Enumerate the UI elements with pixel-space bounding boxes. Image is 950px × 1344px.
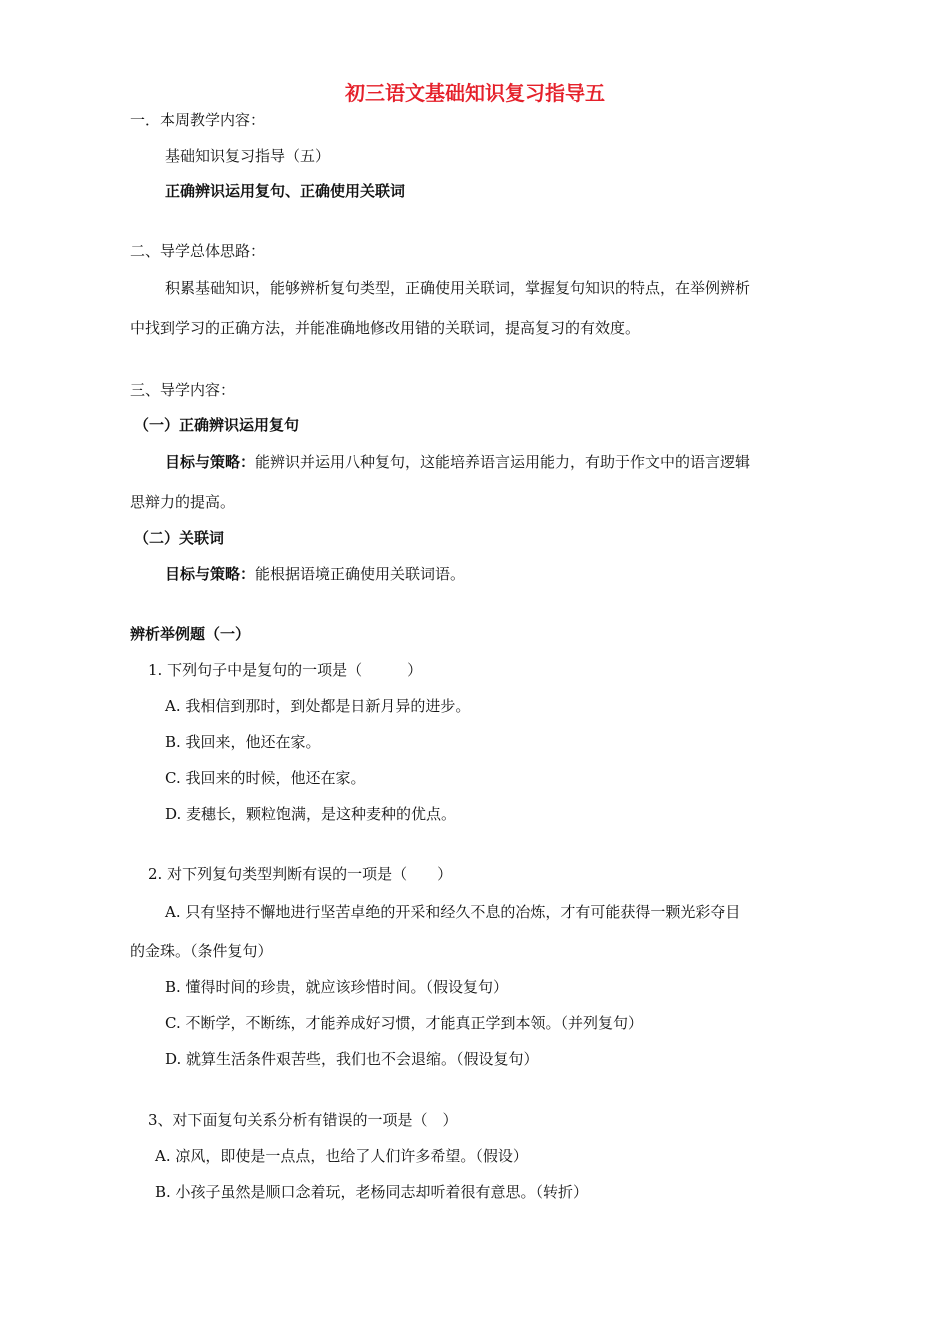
- question-1-option-a: A. 我相信到那时，到处都是日新月异的进步。: [165, 697, 471, 715]
- section-3-heading: 三、导学内容：: [130, 381, 236, 399]
- subsection-2-goal: [165, 564, 465, 584]
- section-2-paragraph-line-2: 中找到学习的正确方法，并能准确地修改用错的关联词，提高复习的有效度。: [130, 319, 641, 337]
- question-1-option-b: B. 我回来，他还在家。: [165, 733, 321, 751]
- subsection-1-goal: [165, 452, 750, 472]
- section-2-paragraph-line-1: 积累基础知识，能够辨析复句类型，正确使用关联词，掌握复句知识的特点，在举例辨析: [165, 279, 751, 297]
- section-1-line-1: 基础知识复习指导（五）: [165, 147, 331, 165]
- section-2-heading: 二、导学总体思路：: [130, 242, 266, 260]
- question-3-option-b: B. 小孩子虽然是顺口念着玩，老杨同志却听着很有意思。（转折）: [155, 1183, 589, 1201]
- section-1-heading: 一．本周教学内容：: [130, 111, 266, 129]
- goal-text: 能辨识并运用八种复句，这能培养语言运用能力，有助于作文中的语言逻辑: [255, 453, 751, 471]
- question-2-option-a: A. 只有坚持不懈地进行坚苦卓绝的开采和经久不息的冶炼，才有可能获得一颗光彩夺目: [165, 903, 741, 921]
- question-2-option-d: D. 就算生活条件艰苦些，我们也不会退缩。（假设复句）: [165, 1050, 539, 1068]
- subsection-1-goal-line-2: 思辩力的提高。: [130, 493, 236, 511]
- document-title: 初三语文基础知识复习指导五: [345, 81, 605, 105]
- goal-label: 目标与策略：: [165, 453, 256, 471]
- section-1-line-2: 正确辨识运用复句、正确使用关联词: [165, 182, 406, 200]
- subsection-2-heading: （二）关联词: [134, 529, 225, 547]
- question-1-option-d: D. 麦穗长，颗粒饱满，是这种麦种的优点。: [165, 805, 457, 823]
- question-3-stem: 3、对下面复句关系分析有错误的一项是（ ）: [148, 1111, 458, 1129]
- goal-text: 能根据语境正确使用关联词语。: [255, 565, 466, 583]
- subsection-1-heading: （一）正确辨识运用复句: [134, 416, 300, 434]
- question-1-option-c: C. 我回来的时候，他还在家。: [165, 769, 366, 787]
- question-3-option-a: A. 凉风，即使是一点点，也给了人们许多希望。（假设）: [155, 1147, 528, 1165]
- question-2-option-c: C. 不断学，不断练，才能养成好习惯，才能真正学到本领。（并列复句）: [165, 1014, 643, 1032]
- goal-label: 目标与策略：: [165, 565, 256, 583]
- question-2-option-a-line-2: 的金珠。（条件复句）: [130, 942, 273, 960]
- question-1-stem: 1. 下列句子中是复句的一项是（ ）: [148, 661, 423, 679]
- examples-heading: 辨析举例题（一）: [130, 625, 251, 643]
- question-2-stem: 2. 对下列复句类型判断有误的一项是（ ）: [148, 865, 453, 883]
- question-2-option-b: B. 懂得时间的珍贵，就应该珍惜时间。（假设复句）: [165, 978, 509, 996]
